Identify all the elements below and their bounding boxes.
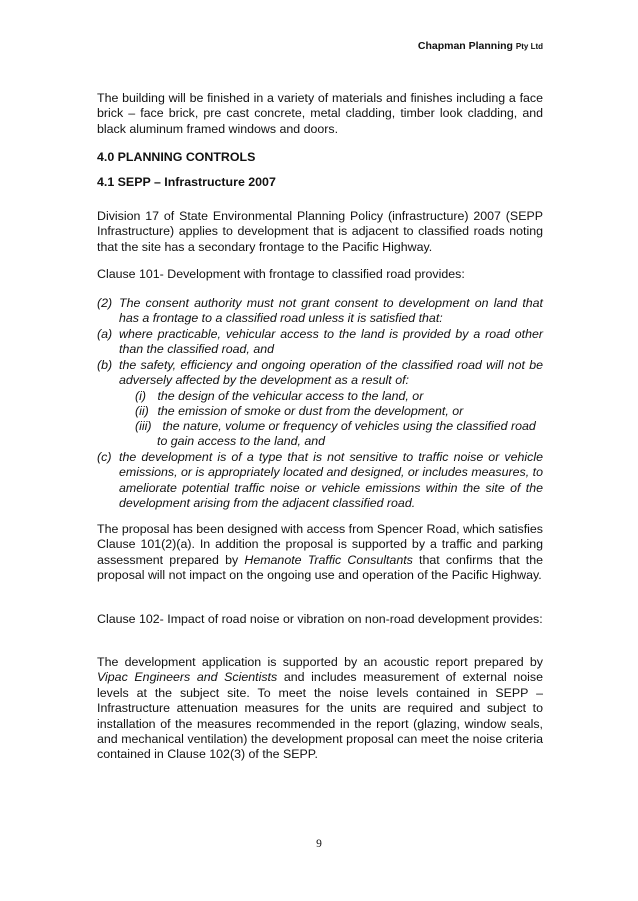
paragraph-proposal — [97, 522, 543, 584]
header-suffix: Pty Ltd — [515, 42, 543, 51]
paragraph-clause-102: Clause 102- Impact of road noise or vibration on non-road development provides: — [97, 612, 543, 626]
sub-clause-text: the design of the vehicular access to the land, or — [157, 389, 424, 403]
acoustic-consultant-name: Vipac Engineers and Scientists — [97, 670, 278, 685]
acoustic-text-start: The development application is supported by an acoustic report prepared by — [97, 655, 543, 669]
sub-clause-item — [135, 404, 543, 419]
paragraph-clause-101: Clause 101- Development with frontage to classified road provides: — [97, 267, 465, 281]
page-number: 9 — [316, 838, 322, 850]
proposal-text-end: that confirms that the proposal will not impact on the ongoing use and operation of the Pacific Highway. — [97, 552, 543, 583]
sub-clause-item — [135, 389, 543, 404]
page-header — [418, 40, 543, 52]
sub-clause-marker: (i) — [135, 389, 147, 403]
clause-text: where practicable, vehicular access to the land is provided by a road other than the classified road, and — [119, 327, 543, 357]
clause-item — [97, 358, 543, 389]
sub-clause-continuation: to gain access to the land, and — [157, 434, 326, 449]
acoustic-text-end: and includes measurement of external noise levels at the subject site. To meet the noise levels contained in SEPP – Infrastructure attenuation measures for the units are required and subject to installation of the measures recommended in the report (glazing, window seals, and mechanical ventilation) the development proposal can meet the noise criteria contained in Clause 102(3) of the SEPP. — [97, 670, 543, 762]
clause-marker: (b) — [97, 358, 113, 372]
sub-clause-marker: (iii) — [135, 419, 152, 433]
sub-clause-item — [135, 419, 543, 450]
clause-marker: (a) — [97, 327, 113, 341]
clause-text: the safety, efficiency and ongoing operation of the classified road will not be adversely affected by the development as a result of: — [119, 358, 543, 388]
paragraph-acoustic — [97, 655, 543, 763]
header-company: Chapman Planning — [417, 40, 513, 52]
clause-text: the development is of a type that is not sensitive to traffic noise or vehicle emissions, or is appropriately located and designed, or includes measures, to ameliorate potential traffic noise or vehicle emissions within the site of the development arising from the adjacent classified road. — [119, 450, 543, 511]
clause-marker: (c) — [97, 450, 112, 464]
sub-clause-text: the emission of smoke or dust from the development, or — [157, 404, 464, 418]
clause-item — [97, 296, 543, 327]
clause-item — [97, 450, 543, 512]
traffic-consultant-name: Hemanote Traffic Consultants — [244, 552, 413, 567]
clause-item — [97, 327, 543, 358]
sub-clause-text: the nature, volume or frequency of vehicles using the classified road — [162, 419, 536, 433]
sub-clause-marker: (ii) — [135, 404, 149, 418]
heading-planning-controls: 4.0 PLANNING CONTROLS — [97, 150, 256, 164]
proposal-text-start: The proposal has been designed with access from Spencer Road, which satisfies Clause 101(2)(a). In addition the proposal is supported by a traffic and parking assessment prepared by — [97, 522, 543, 567]
paragraph-division-17: Division 17 of State Environmental Planning Policy (infrastructure) 2007 (SEPP Infrastructure) applies to development that is adjacent to classified roads noting that the site has a secondary frontage to the Pacific Highway. — [97, 209, 543, 254]
heading-sepp-infrastructure: 4.1 SEPP – Infrastructure 2007 — [97, 175, 276, 189]
paragraph-materials: The building will be finished in a variety of materials and finishes including a face brick – face brick, pre cast concrete, metal cladding, timber look cladding, and black aluminum framed windows and doors. — [97, 91, 543, 136]
clause-marker: (2) — [97, 296, 113, 310]
clause-text: The consent authority must not grant consent to development on land that has a frontage to a classified road unless it is satisfied that: — [119, 296, 543, 326]
